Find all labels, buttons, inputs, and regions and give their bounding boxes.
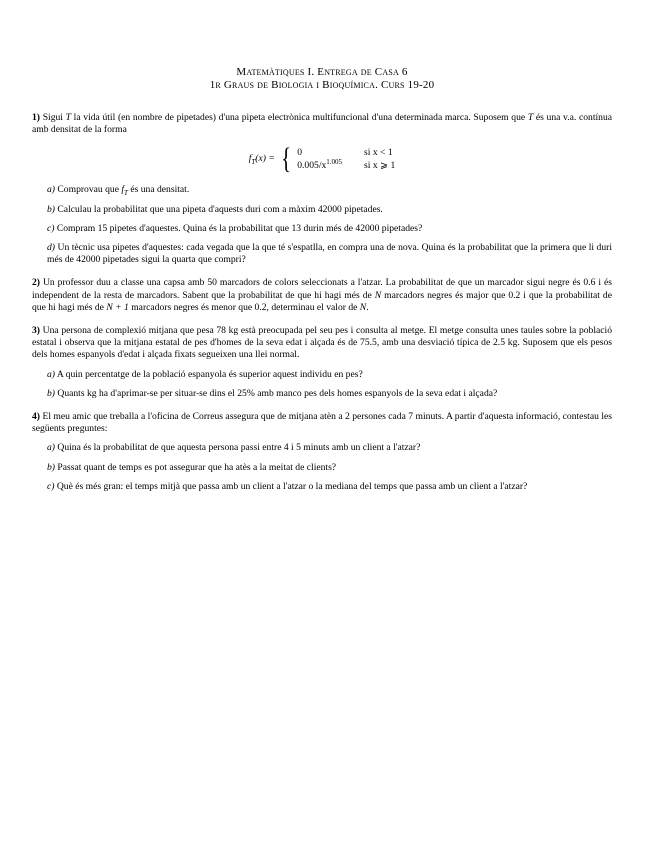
part-text: Quants kg ha d'aprimar-se per situar-se dins el 25% amb manco pes dels homes espanyols de la seva edat i alçada? [57,387,498,399]
density-formula [32,142,612,176]
problem-4-text [32,411,612,435]
problem-1-part-d [32,242,612,266]
part-text: Què és més gran: el temps mitjà que passa amb un client a l'atzar o la mediana del temps que passa amb un client a l'atzar? [56,480,528,492]
part-label: a) [47,368,55,380]
math-variable: N + 1 [106,301,129,313]
problem-text: és una v.a. contínua amb densitat de la forma [32,112,612,136]
problem-1-part-b [32,204,612,216]
problem-4 [32,411,612,493]
problem-2-text [32,277,612,314]
problem-text: . [366,301,369,313]
problem-text: El meu amic que treballa a l'oficina de Correus assegura que de mitjana atèn a 2 persones cada 7 minuts. A partir d'aquesta informació, contestau les següents preguntes: [32,411,612,435]
formula-cases [297,147,395,172]
problem-1-part-c [32,223,612,235]
part-text: Quina és la probabilitat de que aquesta persona passi entre 4 i 5 minuts amb un client a l'atzar? [57,442,421,454]
problem-text: la vida útil (en nombre de pipetades) d'una pipeta electrònica multifuncional d'una determinada marca. Suposem que [73,112,526,123]
problem-1 [32,112,612,266]
document-header [32,66,612,91]
problem-3-part-a [32,369,612,381]
problem-number: 2) [32,277,40,289]
problem-text: marcadors negres és menor que 0.2, determinau el valor de [131,301,358,313]
part-label: d) [47,242,55,254]
problem-number: 1) [32,112,40,123]
problem-2 [32,277,612,314]
part-label: b) [47,387,55,399]
problem-1-intro [32,112,612,136]
formula-lhs: $f_T(x)$ = [248,153,275,167]
part-label: a) [47,442,55,454]
part-label: a) [47,184,55,196]
problem-text: marcadors negres és major que 0.2 i que la probabilitat de que hi hagi més de [32,289,612,313]
problem-text: Un professor duu a classe una capsa amb 50 marcadors de colors seleccionats a l'atzar. La probabilitat de que un marcador sigui negre és 0.6 i és independent de la resta de marcadors. Sabent que la probabilitat de que hi hagi més de [32,277,612,301]
part-label: b) [47,203,55,215]
case-1-condition: si x < 1 [364,146,393,158]
part-text: Compram 15 pipetes d'aquestes. Quina és la probabilitat que 13 durin més de 42000 pipetades? [56,222,423,234]
case-2-condition: si x ⩾ 1 [364,159,396,171]
math-variable: T [527,112,534,123]
problem-number: 3) [32,325,40,337]
problem-3 [32,325,612,400]
problem-4-part-c [32,481,612,493]
problem-4-part-a [32,442,612,454]
math-variable: N [359,301,367,313]
part-text: A quin percentatge de la població espanyola és superior aquest individu en pes? [56,368,363,380]
header-course-line: 1r Graus de Biologia i Bioquímica. Curs 19-20 [209,78,435,91]
left-brace-icon: { [280,142,292,176]
part-label: c) [47,480,55,492]
math-variable: N [374,289,382,301]
problem-1-part-a [32,184,612,196]
header-title-line: Matemàtiques I. Entrega de Casa 6 [236,66,408,78]
part-text: Comprovau que [57,184,119,196]
problem-number: 4) [32,411,40,423]
case-2-value: $0.005/x^{1.005}$ [297,157,343,171]
problem-4-part-b [32,462,612,474]
problem-3-part-b [32,388,612,400]
problem-text: Una persona de complexió mitjana que pesa 78 kg està preocupada pel seu pes i consulta al metge. El metge consulta unes taules sobre la població estatal i observa que la mitjana estatal de pes d'homes de la seva edat i alçada és de 75.5, amb una desviació típica de 2.5 kg. Suposem que els pesos dels homes espanyols d'edat i alçada fixats segueixen una llei normal. [32,325,612,361]
part-label: b) [47,461,55,473]
part-text: Un tècnic usa pipetes d'aquestes: cada vegada que la que té s'espatlla, en compra una de nova. Quina és la probabilitat que la primera que li duri més de 42000 pipetades sigui la quarta que compri? [47,242,612,266]
problem-3-text [32,325,612,362]
problem-text: Sigui [42,112,63,123]
math-variable: $f_T$ [121,184,128,198]
part-text: Calculau la probabilitat que una pipeta d'aquests duri com a màxim 42000 pipetades. [57,203,383,215]
part-text: és una densitat. [130,184,190,196]
part-label: c) [47,222,55,234]
document-page [32,66,612,500]
math-variable: T [65,112,71,123]
part-text: Passat quant de temps es pot assegurar que ha atès a la meitat de clients? [57,461,337,473]
case-1-value: 0 [297,146,303,158]
